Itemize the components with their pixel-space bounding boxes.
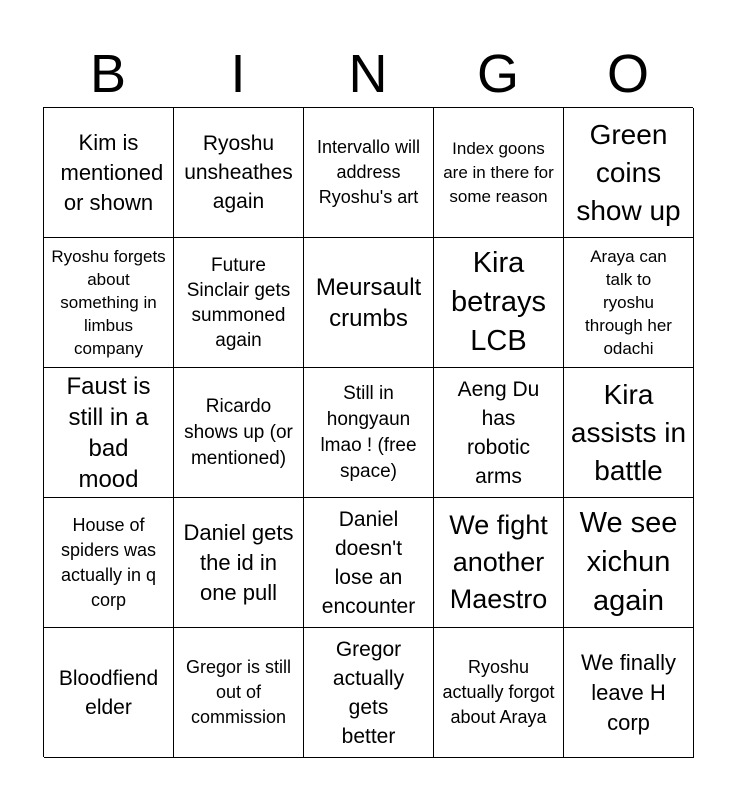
bingo-cell[interactable] [304, 238, 434, 368]
bingo-cell-text: Still in hongyaun lmao ! (free space) [320, 382, 417, 482]
bingo-cell[interactable] [44, 238, 174, 368]
bingo-cell-text: Araya can talk to ryoshu through her odachi [585, 247, 672, 358]
bingo-cell-text: Ryoshu forgets about something in limbus company [51, 247, 166, 358]
bingo-cell-text: Ricardo shows up (or mentioned) [184, 395, 293, 469]
header-letter-g: G [476, 44, 519, 104]
bingo-cell[interactable] [564, 498, 694, 628]
bingo-cell[interactable] [44, 368, 174, 498]
bingo-board [43, 107, 693, 757]
bingo-cell[interactable] [564, 238, 694, 368]
header-letter-b: B [89, 44, 127, 104]
bingo-cell[interactable] [304, 628, 434, 758]
bingo-cell[interactable] [564, 368, 694, 498]
bingo-cell[interactable] [304, 368, 434, 498]
bingo-cell-text: Index goons are in there for some reason [443, 138, 554, 206]
bingo-cell[interactable] [434, 368, 564, 498]
bingo-cell-text: Green coins show up [576, 118, 681, 226]
bingo-cell-text: Meursault crumbs [315, 273, 422, 332]
bingo-cell[interactable] [44, 628, 174, 758]
bingo-cell-text: Gregor is still out of commission [185, 657, 292, 727]
bingo-cell[interactable] [174, 368, 304, 498]
header-letter-i: I [230, 44, 246, 104]
bingo-cell-text: Ryoshu unsheathes again [184, 132, 293, 213]
bingo-cell-text: We see xichun again [579, 507, 678, 617]
header-letter-o: O [606, 44, 649, 104]
bingo-cell-text: Kira betrays LCB [450, 247, 547, 357]
bingo-cell[interactable] [44, 498, 174, 628]
bingo-cell-text: Daniel doesn't lose an encounter [321, 507, 416, 618]
bingo-cell[interactable] [304, 108, 434, 238]
bingo-cell-text: House of spiders was actually in q corp [60, 514, 157, 610]
bingo-cell-text: We fight another Maestro [449, 510, 548, 614]
bingo-cell[interactable] [174, 498, 304, 628]
bingo-cell[interactable] [174, 108, 304, 238]
header-letter-n: N [348, 44, 388, 104]
bingo-cell-text: Daniel gets the id in one pull [183, 519, 294, 605]
bingo-cell[interactable] [304, 498, 434, 628]
bingo-cell[interactable] [44, 108, 174, 238]
bingo-cell[interactable] [174, 628, 304, 758]
bingo-cell[interactable] [564, 628, 694, 758]
bingo-cell-text: Faust is still in a bad mood [66, 372, 151, 493]
bingo-cell[interactable] [434, 498, 564, 628]
bingo-cell-text: Ryoshu actually forgot about Araya [442, 657, 555, 727]
bingo-cell-text: Kim is mentioned or shown [60, 129, 164, 215]
bingo-cell-text: Kira assists in battle [570, 378, 687, 486]
bingo-cell[interactable] [434, 628, 564, 758]
bingo-cell[interactable] [434, 238, 564, 368]
bingo-header [43, 40, 693, 108]
bingo-cell[interactable] [434, 108, 564, 238]
bingo-cell[interactable] [564, 108, 694, 238]
bingo-cell-text: Future Sinclair gets summoned again [186, 254, 291, 351]
bingo-cell-text: Intervallo will address Ryoshu's art [316, 137, 421, 207]
bingo-cell-text: Aeng Du has robotic arms [457, 377, 540, 488]
bingo-cell[interactable] [174, 238, 304, 368]
bingo-cell-text: We finally leave H corp [581, 649, 676, 735]
bingo-cell-text: Gregor actually gets better [332, 637, 405, 748]
bingo-cell-text: Bloodfiend elder [58, 666, 159, 719]
